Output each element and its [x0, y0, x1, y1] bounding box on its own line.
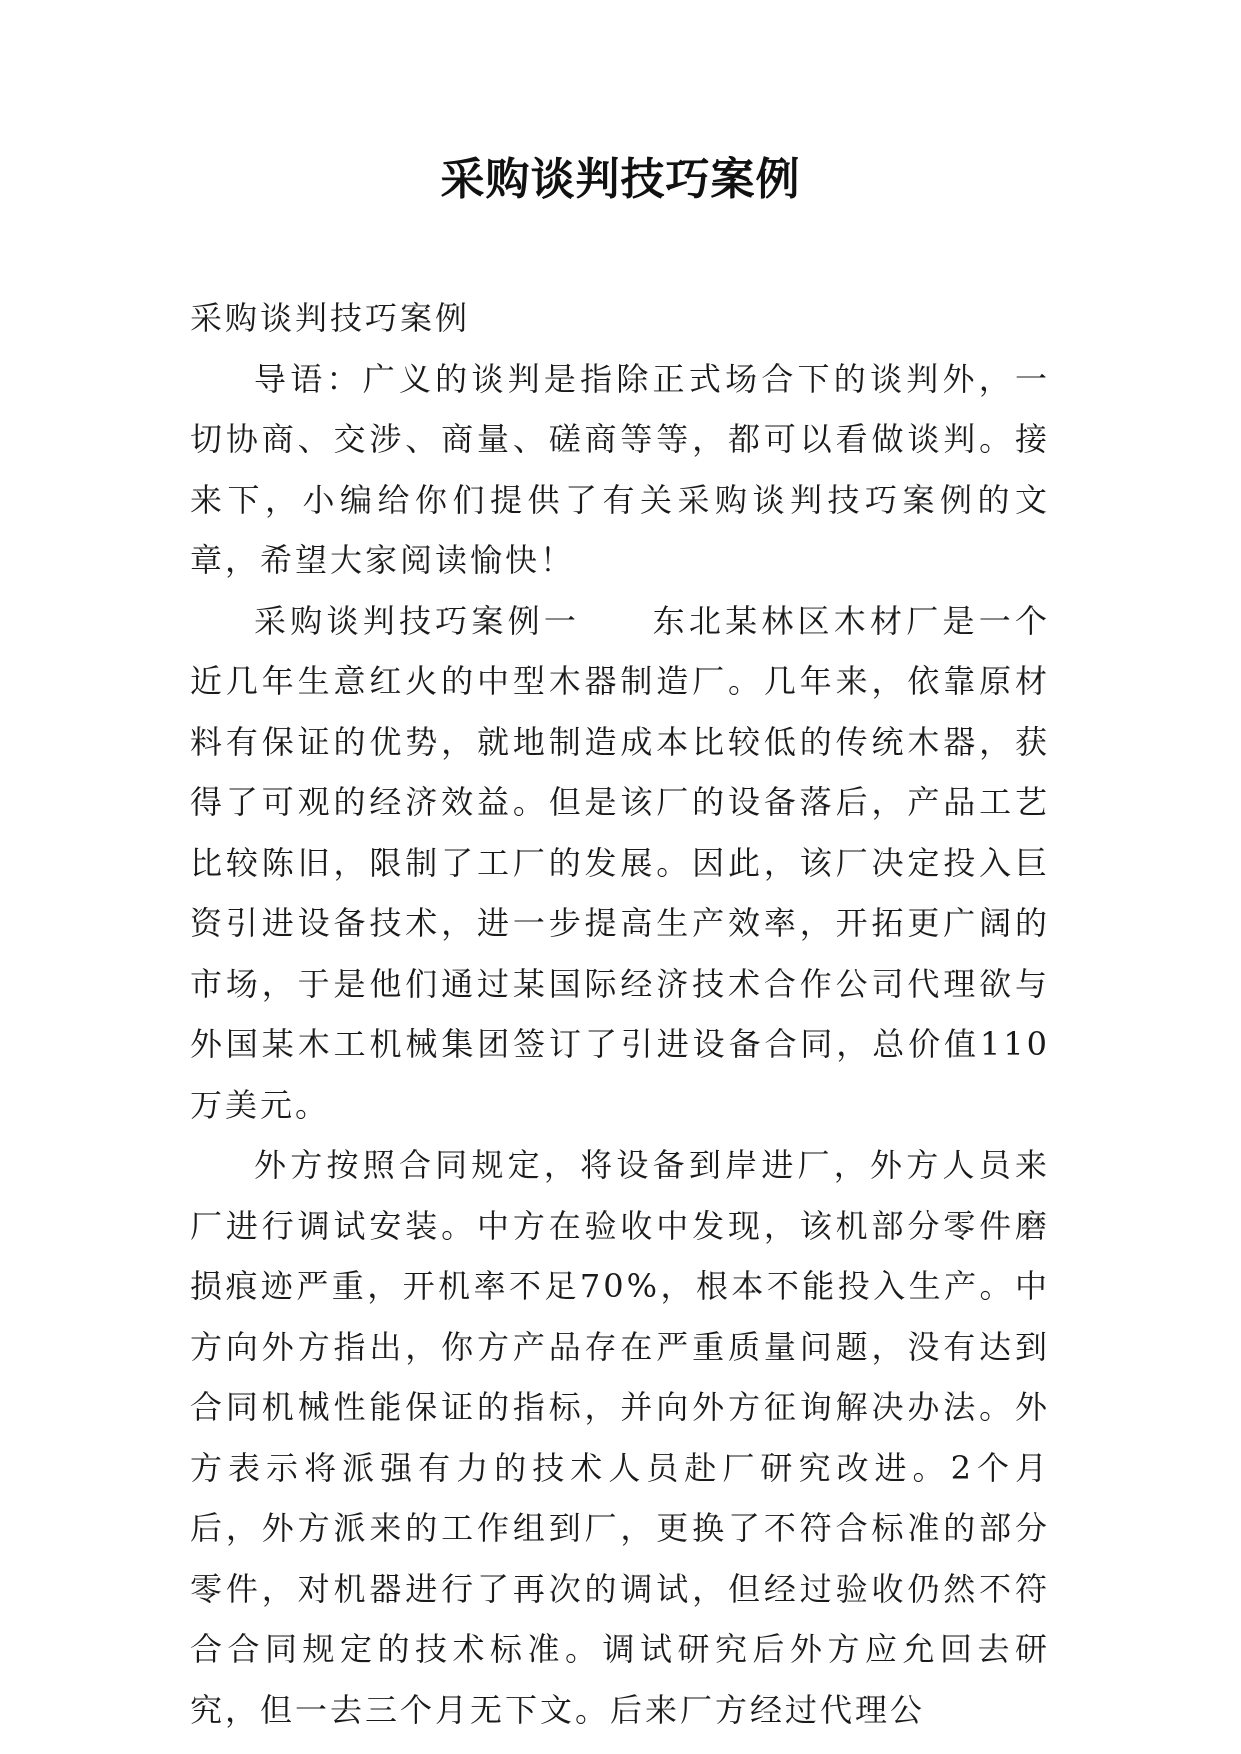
paragraph-case-one-continued: 外方按照合同规定，将设备到岸进厂，外方人员来厂进行调试安装。中方在验收中发现，该机部分零件磨损痕迹严重，开机率不足70%，根本不能投入生产。中方向外方指出，你方产品存在严重质量问题，没有达到合同机械性能保证的指标，并向外方征询解决办法。外方表示将派强有力的技术人员赴厂研究改进。2个月后，外方派来的工作组到厂，更换了不符合标准的部分零件，对机器进行了再次的调试，但经过验收仍然不符合合同规定的技术标准。调试研究后外方应允回去研究，但一去三个月无下文。后来厂方经过代理公	[190, 1146, 1050, 1729]
paragraph-case-one: 采购谈判技巧案例一 东北某林区木材厂是一个近几年生意红火的中型木器制造厂。几年来，依靠原材料有保证的优势，就地制造成本比较低的传统木器，获得了可观的经济效益。但是该厂的设备落后，产品工艺比较陈旧，限制了工厂的发展。因此，该厂决定投入巨资引进设备技术，进一步提高生产效率，开拓更广阔的市场，于是他们通过某国际经济技术合作公司代理欲与外国某木工机械集团签订了引进设备合同，总价值110万美元。	[190, 601, 1050, 1124]
document-title: 采购谈判技巧案例	[440, 154, 801, 205]
paragraph-intro: 导语：广义的谈判是指除正式场合下的谈判外，一切协商、交涉、商量、磋商等等，都可以看做谈判。接来下，小编给你们提供了有关采购谈判技巧案例的文章，希望大家阅读愉快！	[190, 359, 1050, 579]
paragraph-heading: 采购谈判技巧案例	[190, 299, 471, 337]
document-body	[190, 288, 1050, 1740]
